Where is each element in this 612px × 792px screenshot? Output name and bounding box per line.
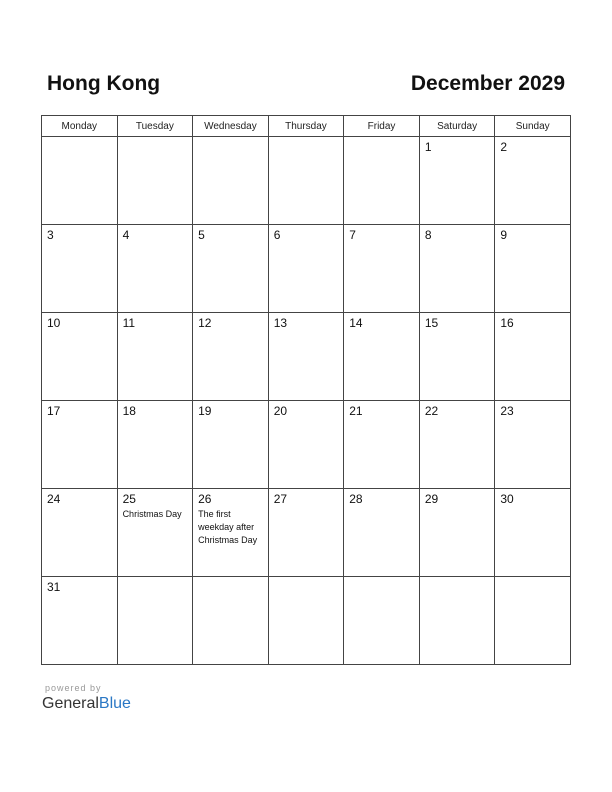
- calendar-day-cell: [344, 489, 420, 577]
- day-cell-content: [495, 225, 570, 243]
- day-number: 2: [500, 140, 508, 154]
- day-cell-content: [344, 225, 419, 243]
- day-cell-content: [42, 401, 117, 419]
- powered-by-label: powered by: [45, 683, 102, 693]
- day-cell-content: [495, 137, 570, 155]
- calendar-week-row: [42, 137, 571, 225]
- day-cell-content: [193, 137, 268, 140]
- calendar-day-cell: [42, 401, 118, 489]
- calendar-week-row: [42, 577, 571, 665]
- day-number: 26: [198, 492, 212, 506]
- calendar-day-cell: [193, 313, 269, 401]
- calendar-day-cell: [193, 137, 269, 225]
- day-cell-content: [344, 577, 419, 580]
- day-number: 20: [273, 404, 288, 418]
- calendar-day-cell: [268, 489, 344, 577]
- calendar-day-cell: [419, 225, 495, 313]
- day-cell-content: [420, 313, 495, 331]
- weekday-header-row: [42, 116, 571, 137]
- day-cell-content: [193, 577, 268, 580]
- day-number: 15: [424, 316, 439, 330]
- calendar-day-cell: [419, 137, 495, 225]
- day-cell-content: [269, 225, 344, 243]
- day-cell-content: [42, 577, 117, 595]
- calendar-day-cell: [419, 489, 495, 577]
- day-cell-content: [269, 313, 344, 331]
- calendar-day-cell: [495, 225, 571, 313]
- calendar-day-cell: [419, 313, 495, 401]
- day-number: 18: [122, 404, 136, 418]
- calendar-day-cell: [117, 401, 193, 489]
- weekday-header-thursday: Thursday: [268, 116, 344, 137]
- calendar-day-cell: [344, 137, 420, 225]
- calendar-day-cell: [268, 225, 344, 313]
- calendar-day-cell: [495, 137, 571, 225]
- calendar-day-cell: [268, 401, 344, 489]
- day-cell-content: [495, 401, 570, 419]
- calendar-body: [42, 137, 571, 665]
- day-cell-content: [193, 225, 268, 243]
- day-cell-content: [193, 313, 268, 331]
- calendar-day-cell: [193, 225, 269, 313]
- calendar-day-cell: [42, 225, 118, 313]
- calendar-day-cell: [268, 137, 344, 225]
- weekday-header-tuesday: Tuesday: [117, 116, 193, 137]
- day-cell-content: [344, 313, 419, 331]
- day-number: 13: [273, 316, 288, 330]
- day-number: 31: [47, 580, 61, 594]
- day-cell-content: [269, 489, 344, 507]
- calendar-week-row: [42, 313, 571, 401]
- day-number: 27: [273, 492, 288, 506]
- day-cell-content: [344, 137, 419, 140]
- day-number: 5: [198, 228, 205, 242]
- weekday-header-monday: Monday: [42, 116, 118, 137]
- day-cell-content: [42, 489, 117, 507]
- day-number: 24: [47, 492, 61, 506]
- calendar-day-cell: [495, 313, 571, 401]
- day-cell-content: [118, 313, 193, 331]
- day-number: 17: [47, 404, 61, 418]
- calendar-day-cell: [419, 577, 495, 665]
- day-number: 10: [47, 316, 61, 330]
- day-cell-content: [344, 489, 419, 507]
- calendar-day-cell: [419, 401, 495, 489]
- calendar-day-cell: [344, 313, 420, 401]
- calendar-day-cell: [344, 225, 420, 313]
- day-cell-content: [118, 577, 193, 580]
- calendar-day-cell: [42, 489, 118, 577]
- calendar-day-cell: [268, 313, 344, 401]
- calendar-day-cell: [495, 401, 571, 489]
- day-number: 3: [47, 228, 54, 242]
- calendar-day-cell: [193, 577, 269, 665]
- calendar-day-cell: [117, 313, 193, 401]
- day-cell-content: [344, 401, 419, 419]
- day-cell-content: [269, 577, 344, 580]
- calendar-day-cell: [42, 137, 118, 225]
- calendar-week-row: [42, 489, 571, 577]
- calendar-day-cell: [193, 401, 269, 489]
- calendar-day-cell: [42, 313, 118, 401]
- calendar-week-row: [42, 401, 571, 489]
- day-number: 25: [122, 492, 136, 506]
- calendar-day-cell: [344, 577, 420, 665]
- day-cell-content: [118, 401, 193, 419]
- calendar-day-cell: [117, 489, 193, 577]
- weekday-header-sunday: Sunday: [495, 116, 571, 137]
- day-number: 30: [500, 492, 514, 506]
- weekday-header-friday: Friday: [344, 116, 420, 137]
- calendar-grid: [41, 115, 571, 665]
- day-cell-content: [420, 489, 495, 507]
- weekday-header-saturday: Saturday: [419, 116, 495, 137]
- day-number: 16: [500, 316, 514, 330]
- calendar-day-cell: [117, 577, 193, 665]
- day-cell-content: [420, 401, 495, 419]
- day-number: 12: [198, 316, 212, 330]
- day-number: 29: [424, 492, 439, 506]
- day-cell-content: [118, 225, 193, 243]
- calendar-day-cell: [117, 137, 193, 225]
- calendar-day-cell: [344, 401, 420, 489]
- brand-name-part1: General: [42, 695, 99, 712]
- day-number: 23: [500, 404, 514, 418]
- day-number: 8: [424, 228, 432, 242]
- day-number: 11: [122, 316, 136, 330]
- day-cell-content: [193, 489, 268, 547]
- day-cell-content: [420, 225, 495, 243]
- day-cell-content: [420, 137, 495, 155]
- day-cell-content: [495, 489, 570, 507]
- day-number: 1: [424, 140, 432, 154]
- day-cell-content: [42, 137, 117, 140]
- generalblue-logo: [42, 694, 131, 714]
- calendar-day-cell: [495, 577, 571, 665]
- day-number: 21: [349, 404, 363, 418]
- day-cell-content: [42, 225, 117, 243]
- day-cell-content: [118, 137, 193, 140]
- day-number: 22: [424, 404, 439, 418]
- day-number: 7: [349, 228, 356, 242]
- day-number: 9: [500, 228, 508, 242]
- day-cell-content: [420, 577, 495, 580]
- month-year-title: December 2029: [410, 72, 565, 95]
- day-number: 19: [198, 404, 212, 418]
- day-cell-content: [495, 577, 570, 580]
- weekday-header-wednesday: Wednesday: [193, 116, 269, 137]
- calendar-week-row: [42, 225, 571, 313]
- holiday-label: The first weekday after Christmas Day: [198, 509, 258, 545]
- day-number: 6: [273, 228, 281, 242]
- day-number: 28: [349, 492, 363, 506]
- calendar-day-cell: [268, 577, 344, 665]
- calendar-day-cell: [42, 577, 118, 665]
- day-number: 14: [349, 316, 363, 330]
- region-title: Hong Kong: [47, 72, 161, 95]
- day-cell-content: [118, 489, 193, 521]
- calendar-day-cell: [117, 225, 193, 313]
- day-number: 4: [122, 228, 130, 242]
- day-cell-content: [495, 313, 570, 331]
- day-cell-content: [269, 137, 344, 140]
- day-cell-content: [269, 401, 344, 419]
- calendar-day-cell: [193, 489, 269, 577]
- day-cell-content: [193, 401, 268, 419]
- brand-name-part2: Blue: [98, 695, 131, 712]
- day-cell-content: [42, 313, 117, 331]
- holiday-label: Christmas Day: [122, 509, 182, 519]
- calendar-day-cell: [495, 489, 571, 577]
